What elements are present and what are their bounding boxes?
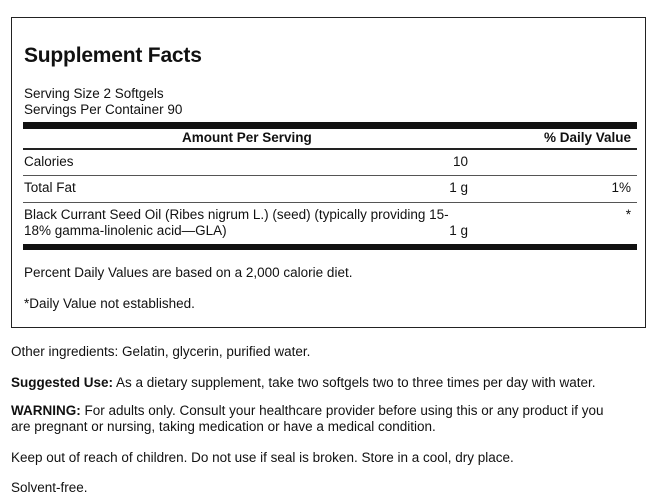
thick-divider-bottom	[23, 244, 637, 250]
solvent-free: Solvent-free.	[11, 480, 88, 495]
header-amount-per-serving: Amount Per Serving	[182, 130, 312, 145]
row-black-currant-amount: 1 g	[449, 223, 468, 238]
keep-out-of-reach: Keep out of reach of children. Do not use if seal is broken. Store in a cool, dry place.	[11, 450, 514, 465]
row-total-fat-amount: 1 g	[449, 180, 468, 195]
row-divider-2	[23, 202, 637, 203]
row-total-fat-dv: 1%	[611, 180, 631, 195]
row-total-fat-name: Total Fat	[24, 180, 76, 195]
supplement-facts-panel	[11, 17, 646, 328]
row-calories-name: Calories	[24, 154, 74, 169]
serving-size: Serving Size 2 Softgels	[24, 86, 164, 101]
row-black-currant-name-line1: Black Currant Seed Oil (Ribes nigrum L.) (seed) (typically providing 15-	[24, 207, 449, 222]
warning-text-line1: For adults only. Consult your healthcare provider before using this or any product if you	[80, 403, 604, 418]
facts-title: Supplement Facts	[24, 44, 202, 67]
suggested-use-label: Suggested Use:	[11, 375, 114, 390]
header-divider	[23, 148, 637, 150]
row-divider-1	[23, 175, 637, 176]
suggested-use-text: As a dietary supplement, take two softgels two to three times per day with water.	[113, 375, 596, 390]
warning-label: WARNING:	[11, 403, 81, 418]
warning-text-line2: are pregnant or nursing, taking medication or have a medical condition.	[11, 419, 436, 434]
footnote-dv-not-established: *Daily Value not established.	[24, 296, 195, 311]
suggested-use	[11, 375, 596, 391]
row-black-currant-dv: *	[625, 207, 631, 222]
thick-divider-top	[23, 122, 637, 129]
warning-line1	[11, 403, 604, 419]
other-ingredients: Other ingredients: Gelatin, glycerin, purified water.	[11, 344, 311, 359]
footnote-calorie-diet: Percent Daily Values are based on a 2,000 calorie diet.	[24, 265, 353, 280]
servings-per-container: Servings Per Container 90	[24, 102, 183, 117]
row-calories-amount: 10	[452, 154, 468, 169]
header-daily-value: % Daily Value	[543, 130, 631, 145]
row-black-currant-name-line2: 18% gamma-linolenic acid—GLA)	[24, 223, 227, 238]
